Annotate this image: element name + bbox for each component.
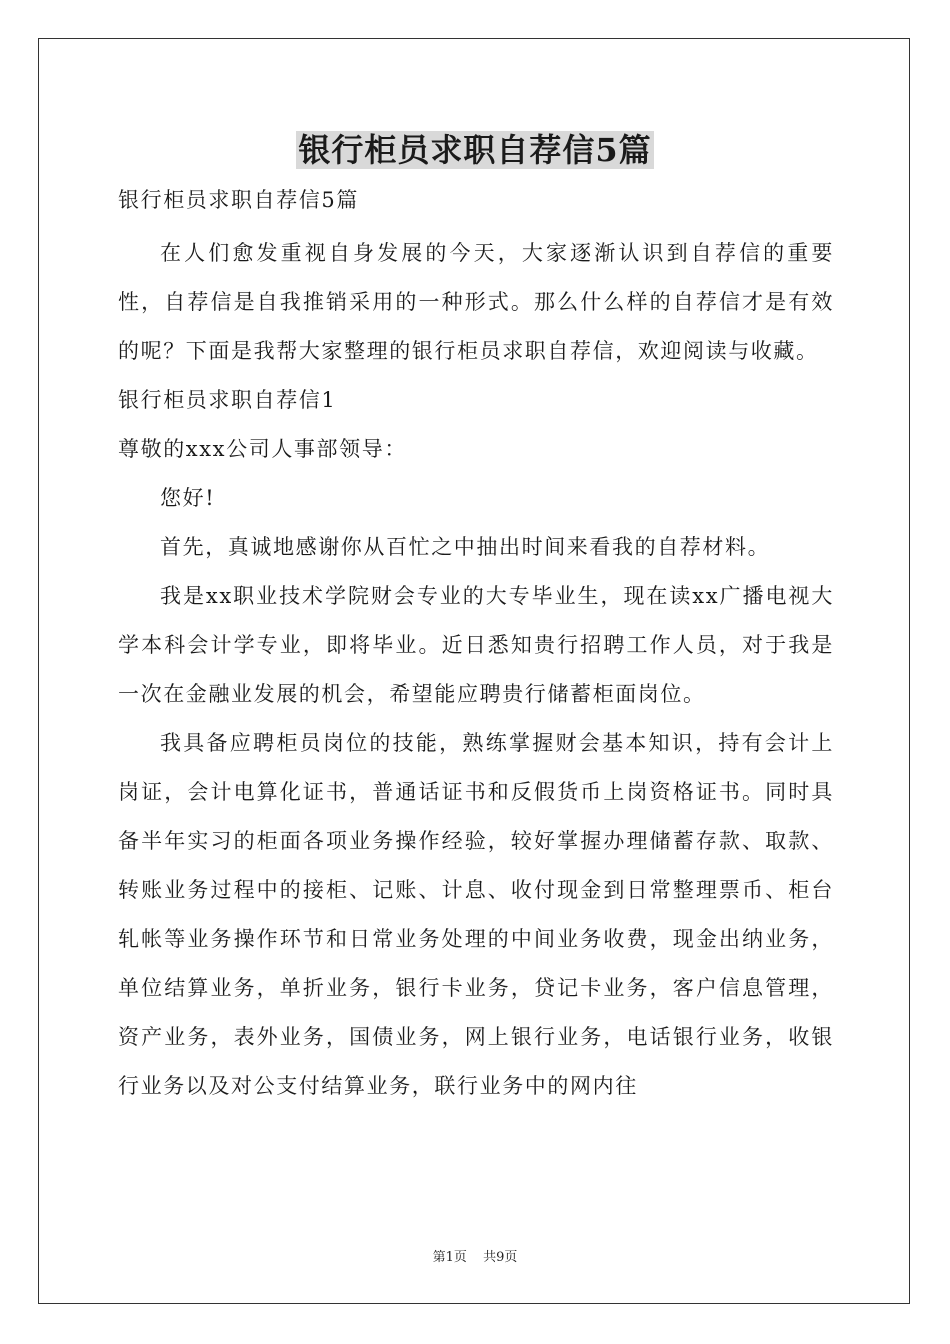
paragraph-subtitle: 银行柜员求职自荐信5篇 — [118, 188, 359, 212]
page-number: 第1页 — [432, 1250, 467, 1265]
document-body — [118, 176, 834, 1111]
document-title-text: 银行柜员求职自荐信5篇 — [298, 131, 652, 169]
paragraph-letter-heading: 银行柜员求职自荐信1 — [118, 388, 337, 412]
page-footer — [0, 1246, 950, 1265]
paragraph-greeting: 您好! — [160, 486, 216, 510]
paragraph-thanks: 首先，真诚地感谢你从百忙之中抽出时间来看我的自荐材料。 — [160, 535, 771, 559]
paragraph-salutation: 尊敬的xxx公司人事部领导： — [118, 437, 407, 461]
paragraph-skills: 我具备应聘柜员岗位的技能，熟练掌握财会基本知识，持有会计上岗证，会计电算化证书，普通话证书和反假货币上岗资格证书。同时具备半年实习的柜面各项业务操作经验，较好掌握办理储蓄存款、取款、转账业务过程中的接柜、记账、计息、收付现金到日常整理票币、柜台轧帐等业务操作环节和日常业务处理的中间业务收费，现金出纳业务，单位结算业务，单折业务，银行卡业务，贷记卡业务，客户信息管理，资产业务，表外业务，国债业务，网上银行业务，电话银行业务，收银行业务以及对公支付结算业务，联行业务中的网内往 — [118, 731, 834, 1098]
page-total: 共9页 — [483, 1250, 518, 1265]
paragraph-background: 我是xx职业技术学院财会专业的大专毕业生，现在读xx广播电视大学本科会计学专业，即将毕业。近日悉知贵行招聘工作人员，对于我是一次在金融业发展的机会，希望能应聘贵行储蓄柜面岗位。 — [118, 584, 834, 706]
document-title — [0, 124, 950, 176]
paragraph-intro: 在人们愈发重视自身发展的今天，大家逐渐认识到自荐信的重要性，自荐信是自我推销采用的一种形式。那么什么样的自荐信才是有效的呢？下面是我帮大家整理的银行柜员求职自荐信，欢迎阅读与收藏。 — [118, 241, 834, 363]
